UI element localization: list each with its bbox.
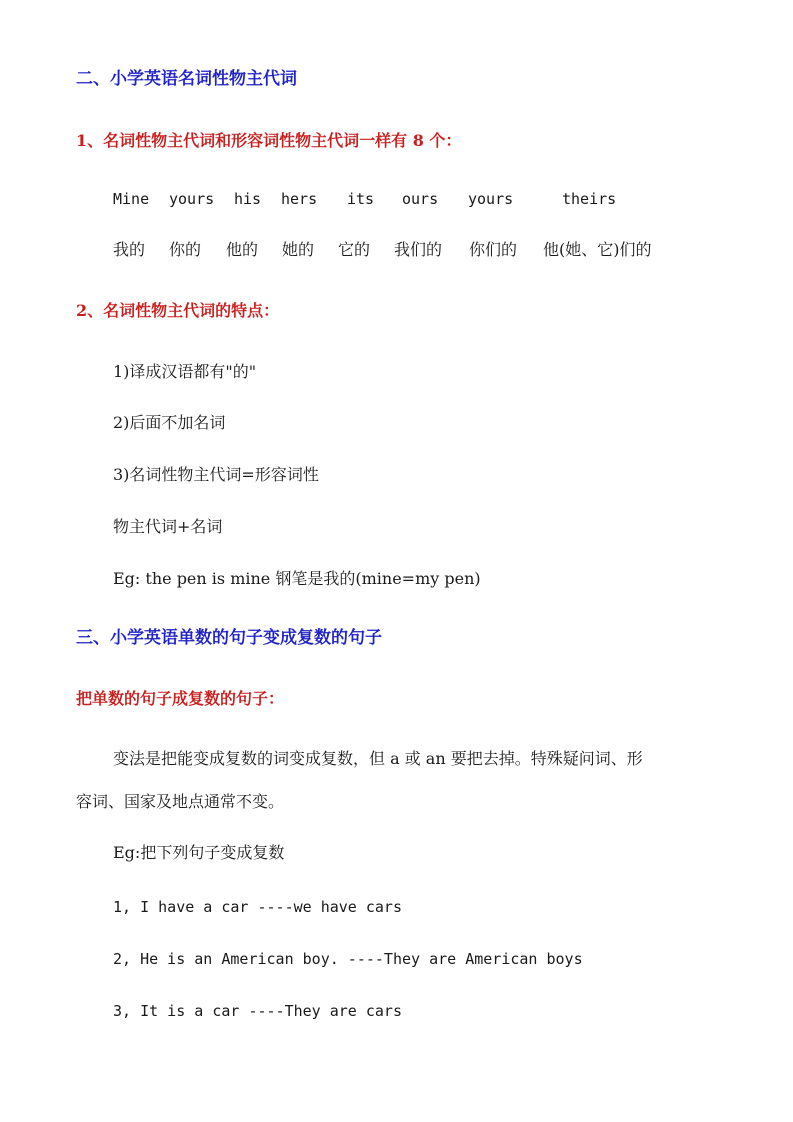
pronoun-cn: 她的 [282,240,315,259]
pronoun-cn: 我们的 [394,240,443,259]
pronoun-en: yours [169,190,215,208]
explanation-paragraph-line: 容词、国家及地点通常不变。 [76,792,285,811]
feature-point: 1)译成汉语都有"的" [113,362,257,381]
pronoun-en: its [347,190,375,208]
pronoun-cn: 他(她、它)们的 [543,240,652,259]
feature-point: 物主代词+名词 [113,517,223,536]
section-2-title: 二、小学英语名词性物主代词 [76,69,297,89]
pronoun-cn: 我的 [113,240,146,259]
feature-example: Eg: the pen is mine 钢笔是我的(mine=my pen) [113,569,481,588]
feature-point: 2)后面不加名词 [113,413,226,432]
section-3-title: 三、小学英语单数的句子变成复数的句子 [76,628,382,648]
pronoun-cn: 他的 [226,240,259,259]
pronoun-en: ours [402,190,439,208]
explanation-paragraph-line: 变法是把能变成复数的词变成复数，但 a 或 an 要把去掉。特殊疑问词、形 [113,749,643,768]
example-sentence: 3, It is a car ----They are cars [113,1002,402,1020]
section-2-subheading-features: 2、名词性物主代词的特点： [76,301,280,320]
feature-point: 3)名词性物主代词=形容词性 [113,465,319,484]
pronoun-en: Mine [113,190,150,208]
pronoun-english-row [0,188,793,210]
example-sentence: 2, He is an American boy. ----They are American boys [113,950,583,968]
pronoun-en: his [234,190,262,208]
pronoun-en: yours [468,190,514,208]
pronoun-cn: 你的 [169,240,202,259]
pronoun-cn: 它的 [338,240,371,259]
example-sentence: 1, I have a car ----we have cars [113,898,402,916]
section-3-subheading: 把单数的句子成复数的句子： [76,689,285,708]
pronoun-en: theirs [562,190,617,208]
pronoun-chinese-row [0,239,793,261]
pronoun-en: hers [281,190,318,208]
example-intro: Eg:把下列句子变成复数 [113,843,285,862]
section-2-subheading-count: 1、名词性物主代词和形容词性物主代词一样有 8 个： [76,131,462,150]
pronoun-cn: 你们的 [469,240,518,259]
